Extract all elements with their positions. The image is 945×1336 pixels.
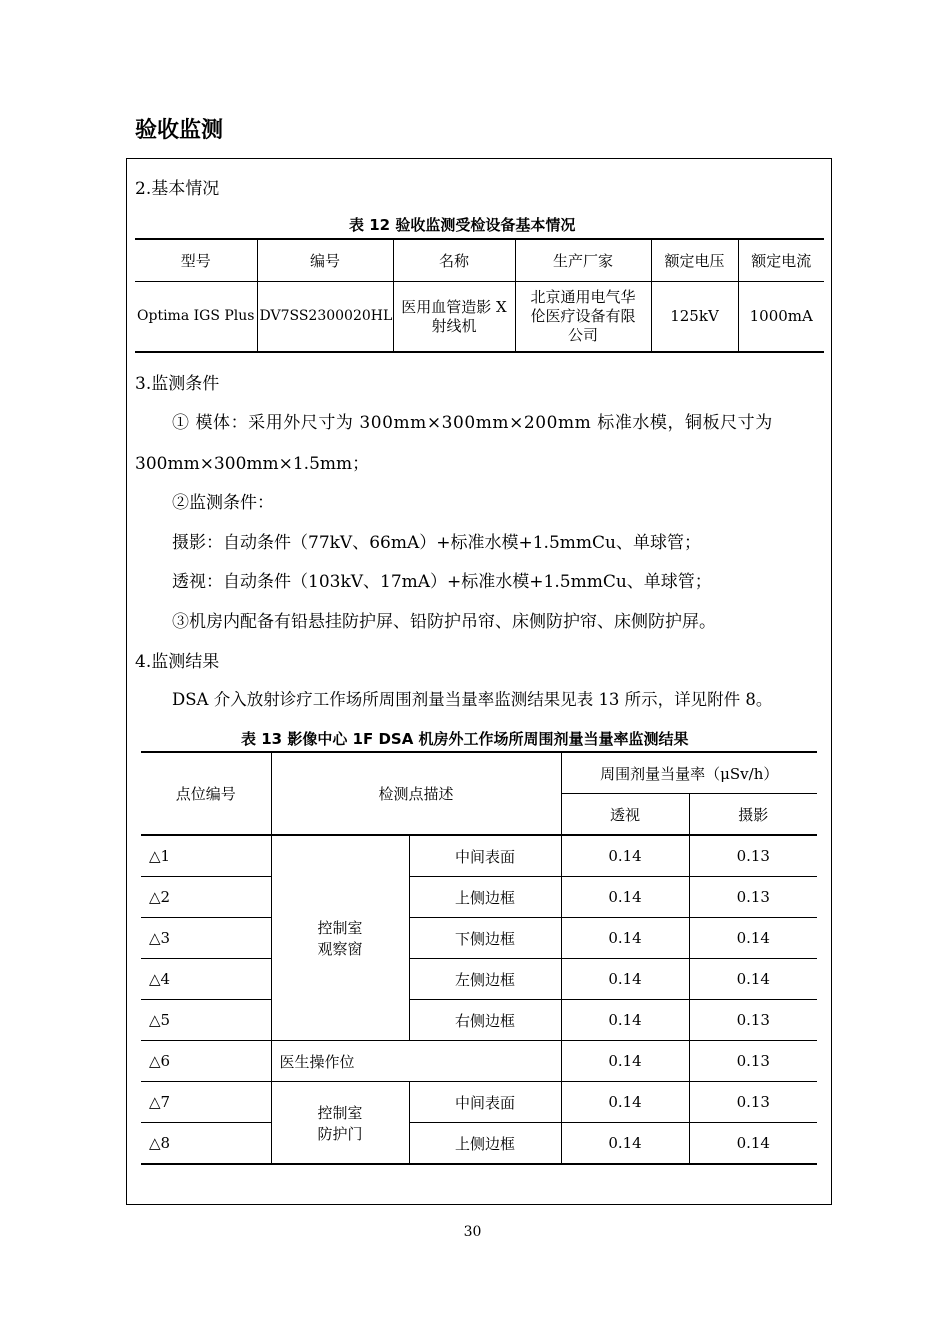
- conditions-heading: ②监测条件：: [172, 493, 274, 513]
- header-model: 型号: [135, 239, 257, 282]
- header-point: 点位编号: [141, 752, 271, 835]
- group-protective-door: [271, 1082, 409, 1165]
- section-4-heading: 4.监测结果: [135, 652, 220, 672]
- header-rated-voltage: 额定电压: [651, 239, 738, 282]
- table-row: [141, 1082, 817, 1123]
- fluoro-value: 0.14: [561, 877, 689, 918]
- header-fluoro: 透视: [561, 794, 689, 836]
- table-row: [141, 835, 817, 877]
- photo-value: 0.14: [689, 1123, 817, 1165]
- header-rated-current: 额定电流: [738, 239, 824, 282]
- photo-value: 0.13: [689, 1000, 817, 1041]
- table-row: [141, 959, 817, 1000]
- table-row: [141, 877, 817, 918]
- section-2-heading: 2.基本情况: [135, 179, 220, 199]
- table-12-caption: 表 12 验收监测受检设备基本情况: [349, 216, 576, 234]
- header-description: 检测点描述: [271, 752, 561, 835]
- cell-manufacturer-line3: 公司: [567, 326, 598, 344]
- shielding-note: ③机房内配备有铅悬挂防护屏、铅防护吊帘、床侧防护帘、床侧防护屏。: [172, 612, 716, 632]
- dose-rate-table: [141, 751, 817, 1165]
- header-manufacturer: 生产厂家: [515, 239, 651, 282]
- group-door-line2: 防护门: [317, 1124, 363, 1143]
- section-3-heading: 3.监测条件: [135, 374, 220, 394]
- table-13-caption: 表 13 影像中心 1F DSA 机房外工作场所周围剂量当量率监测结果: [241, 730, 689, 748]
- fluoro-value: 0.14: [561, 1041, 689, 1082]
- header-serial: 编号: [257, 239, 393, 282]
- table-row: [141, 918, 817, 959]
- photo-value: 0.13: [689, 835, 817, 877]
- cell-serial: DV7SS2300020HL: [257, 282, 393, 353]
- page-number: 30: [463, 1224, 482, 1240]
- point-id: △3: [141, 918, 271, 959]
- group-window-line1: 控制室: [317, 919, 363, 937]
- photo-value: 0.14: [689, 959, 817, 1000]
- cell-name-line2: 射线机: [431, 316, 477, 335]
- group-observation-window: [271, 835, 409, 1041]
- cell-manufacturer: [515, 282, 651, 353]
- fluoro-value: 0.14: [561, 1123, 689, 1165]
- header-name: 名称: [393, 239, 515, 282]
- point-id: △5: [141, 1000, 271, 1041]
- point-position: 右侧边框: [409, 1000, 561, 1041]
- page-title: 验收监测: [135, 118, 224, 143]
- phantom-line-1: ① 模体：采用外尺寸为 300mm×300mm×200mm 标准水模，铜板尺寸为: [172, 413, 773, 433]
- phantom-line-2: 300mm×300mm×1.5mm；: [135, 454, 370, 474]
- point-position: 下侧边框: [409, 918, 561, 959]
- photo-value: 0.13: [689, 877, 817, 918]
- table-row: [141, 1041, 817, 1082]
- point-id: △4: [141, 959, 271, 1000]
- photo-value: 0.13: [689, 1082, 817, 1123]
- cell-manufacturer-line1: 北京通用电气华: [530, 288, 636, 306]
- point-position: 左侧边框: [409, 959, 561, 1000]
- photo-value: 0.13: [689, 1041, 817, 1082]
- fluoro-value: 0.14: [561, 918, 689, 959]
- fluoro-value: 0.14: [561, 835, 689, 877]
- point-position: 中间表面: [409, 835, 561, 877]
- point-position: 上侧边框: [409, 1123, 561, 1165]
- dose-table-header-row-1: [141, 752, 817, 794]
- cell-current: 1000mA: [738, 282, 824, 353]
- point-id: △8: [141, 1123, 271, 1165]
- photo-value: 0.14: [689, 918, 817, 959]
- header-dose-rate: 周围剂量当量率（μSv/h）: [561, 752, 817, 794]
- point-id: △1: [141, 835, 271, 877]
- point-id: △6: [141, 1041, 271, 1082]
- table-row: [141, 1123, 817, 1165]
- fluoro-value: 0.14: [561, 959, 689, 1000]
- point-id: △2: [141, 877, 271, 918]
- group-window-line2: 观察窗: [317, 940, 363, 958]
- header-photo: 摄影: [689, 794, 817, 836]
- point-id: △7: [141, 1082, 271, 1123]
- photo-conditions: 摄影：自动条件（77kV、66mA）+标准水模+1.5mmCu、单球管；: [172, 533, 701, 553]
- cell-manufacturer-line2: 伦医疗设备有限: [530, 307, 636, 325]
- point-position: 上侧边框: [409, 877, 561, 918]
- fluoro-conditions: 透视：自动条件（103kV、17mA）+标准水模+1.5mmCu、单球管；: [172, 572, 712, 592]
- table-row: [141, 1000, 817, 1041]
- cell-model: Optima IGS Plus: [135, 282, 257, 353]
- cell-voltage: 125kV: [651, 282, 738, 353]
- cell-name: [393, 282, 515, 353]
- point-position: 医生操作位: [271, 1041, 561, 1082]
- equipment-table-header-row: [135, 239, 824, 282]
- fluoro-value: 0.14: [561, 1000, 689, 1041]
- equipment-table-row: [135, 282, 824, 353]
- group-door-line1: 控制室: [317, 1103, 363, 1122]
- point-position: 中间表面: [409, 1082, 561, 1123]
- equipment-table: [135, 238, 824, 353]
- cell-name-line1: 医用血管造影 X: [401, 297, 507, 316]
- fluoro-value: 0.14: [561, 1082, 689, 1123]
- results-text: DSA 介入放射诊疗工作场所周围剂量当量率监测结果见表 13 所示，详见附件 8。: [172, 690, 773, 709]
